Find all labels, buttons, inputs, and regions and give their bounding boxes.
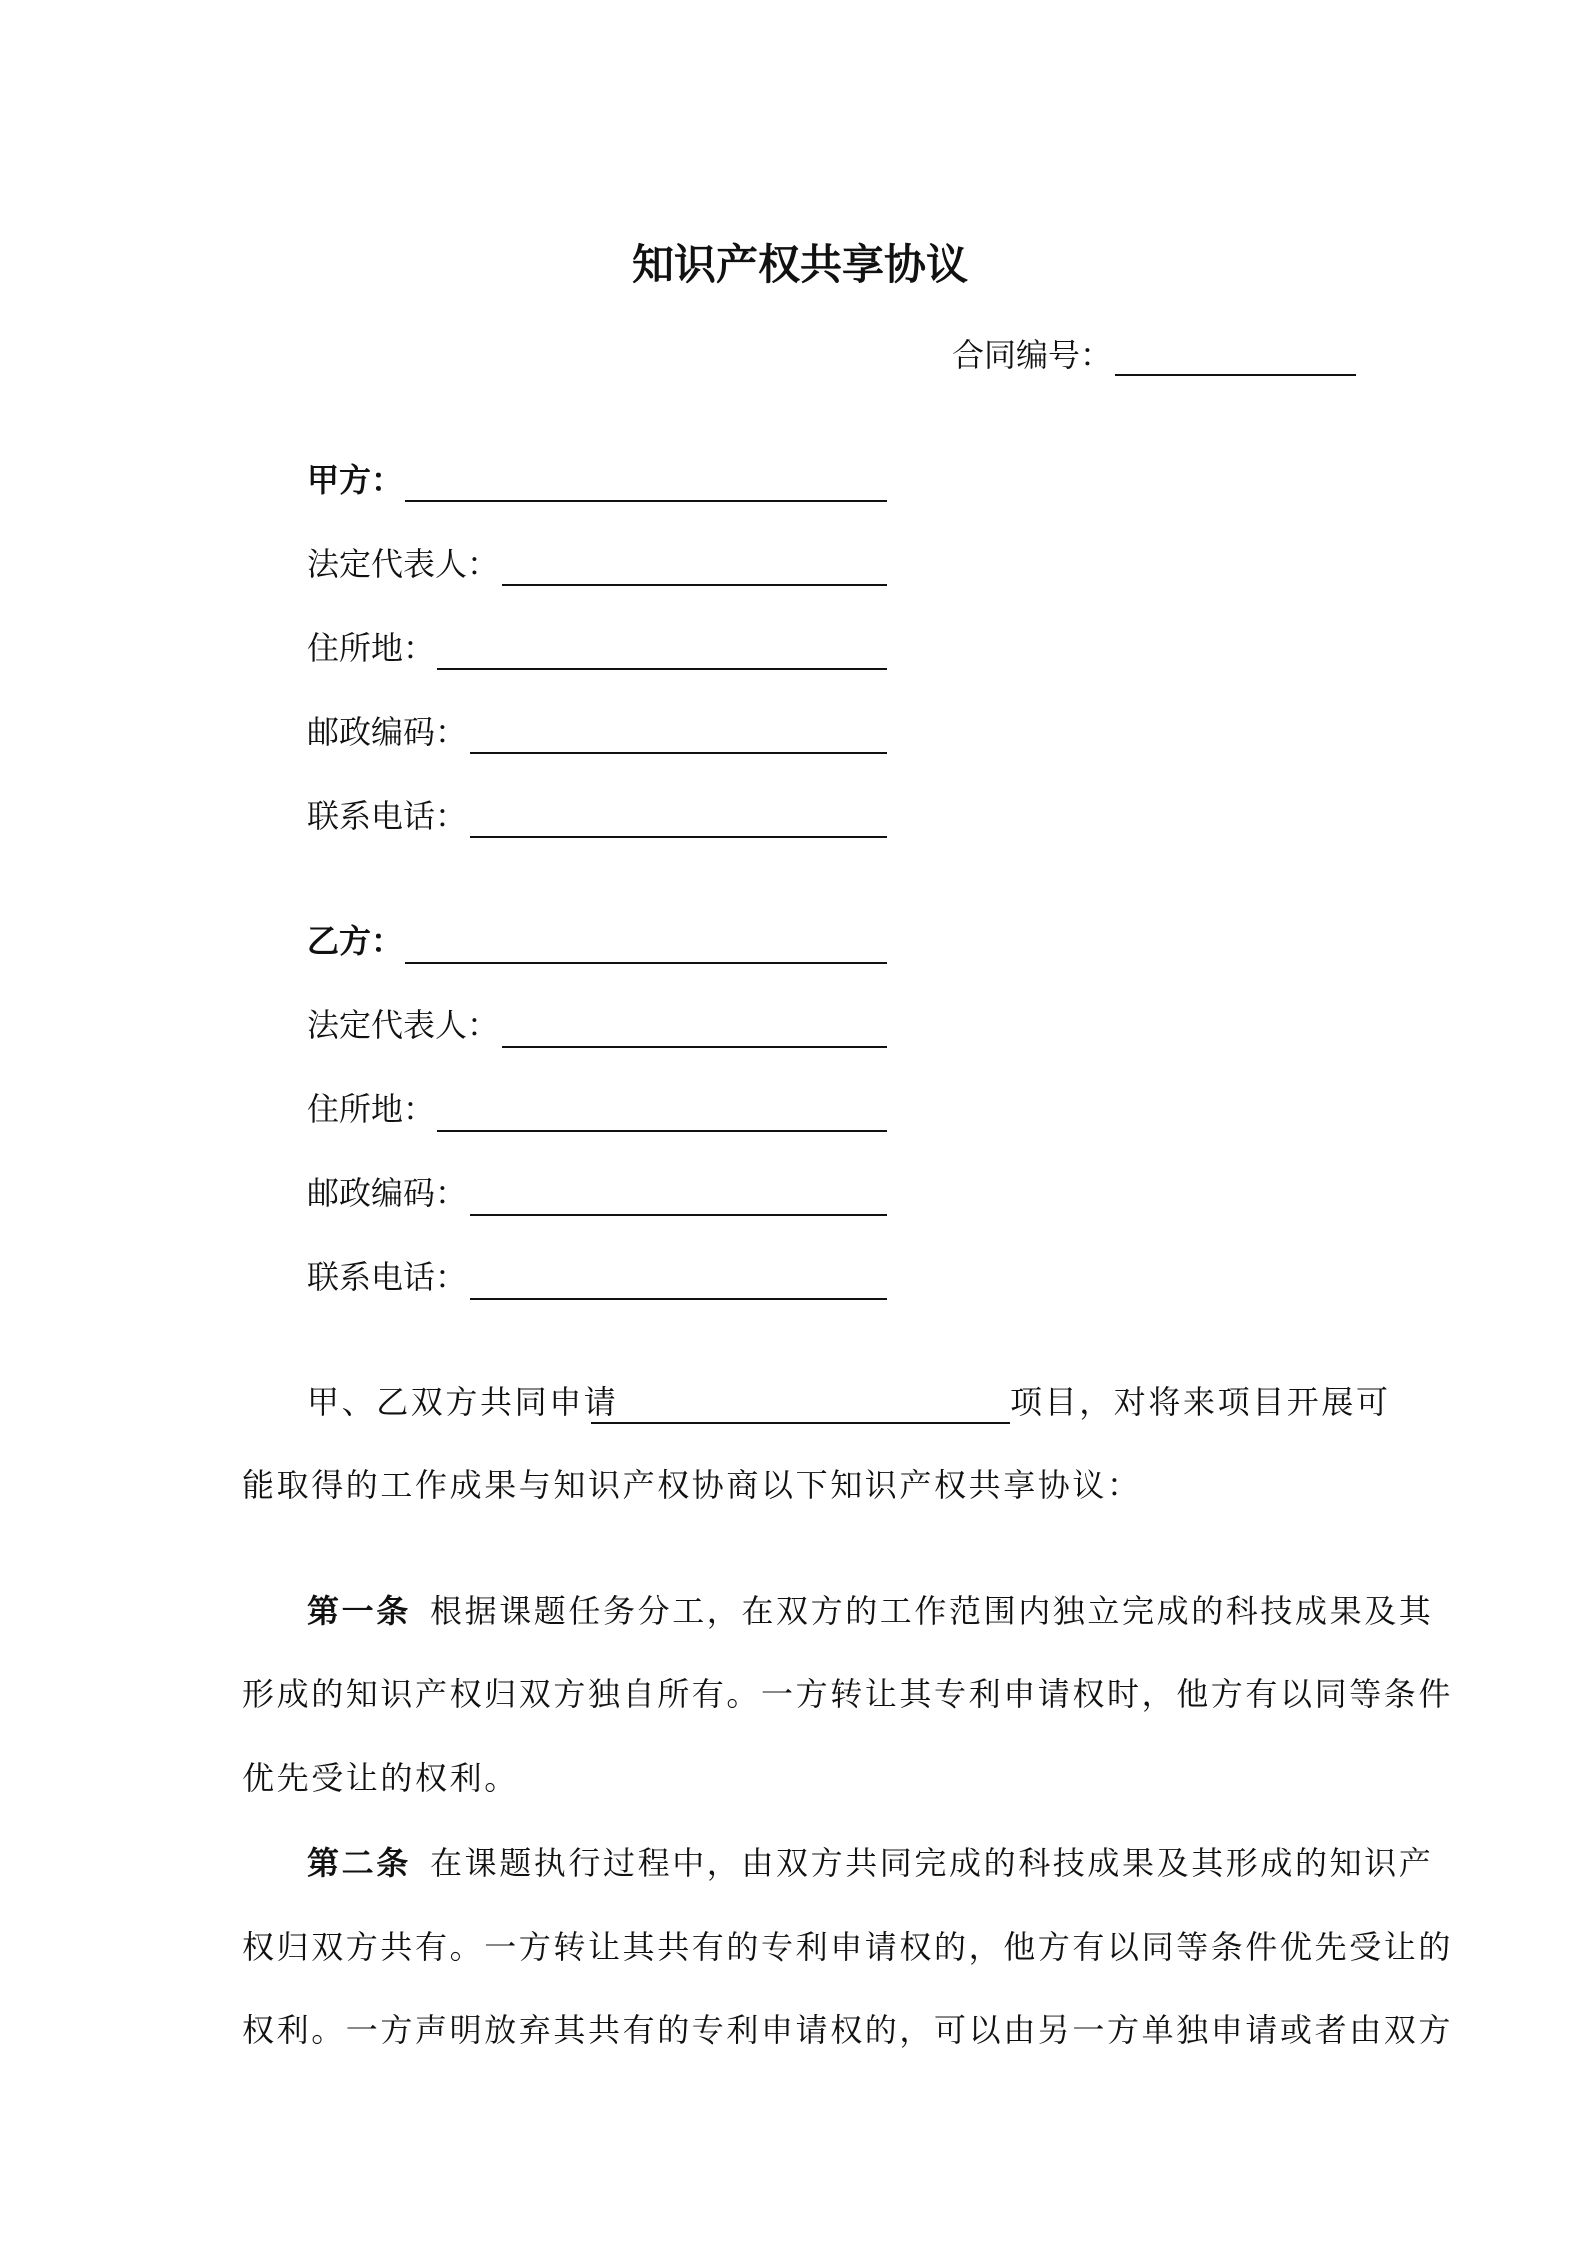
party-a-representative-field[interactable] <box>502 584 887 586</box>
party-a-address-label: 住所地： <box>307 629 436 667</box>
document-title: 知识产权共享协议 <box>631 240 968 289</box>
party-a-phone-label: 联系电话： <box>307 797 468 835</box>
intro-line2: 能取得的工作成果与知识产权协商以下知识产权共享协议： <box>242 1466 1142 1504</box>
party-a-field[interactable] <box>405 500 887 502</box>
party-b-phone-label: 联系电话： <box>307 1258 468 1296</box>
party-a-representative-label: 法定代表人： <box>307 545 500 583</box>
article-2-line: 在课题执行过程中，由双方共同完成的科技成果及其形成的知识产 <box>430 1844 1434 1882</box>
party-b-postcode-label: 邮政编码： <box>307 1174 468 1212</box>
intro-part1: 甲、乙双方共同申请 <box>307 1383 619 1421</box>
party-b-address-label: 住所地： <box>307 1090 436 1128</box>
project-name-field[interactable] <box>591 1422 1010 1424</box>
article-1-line: 根据课题任务分工，在双方的工作范围内独立完成的科技成果及其 <box>430 1592 1434 1630</box>
party-b-representative-label: 法定代表人： <box>307 1006 500 1044</box>
party-a-postcode-field[interactable] <box>470 752 887 754</box>
article-2-heading: 第二条 <box>307 1844 411 1882</box>
party-a-postcode-label: 邮政编码： <box>307 713 468 751</box>
party-b-label: 乙方： <box>307 922 404 960</box>
article-2-line: 权利。一方声明放弃其共有的专利申请权的，可以由另一方单独申请或者由双方 <box>242 2011 1454 2049</box>
party-b-field[interactable] <box>405 962 887 964</box>
article-1-line: 形成的知识产权归双方独自所有。一方转让其专利申请权时，他方有以同等条件 <box>242 1675 1454 1713</box>
contract-number-label: 合同编号： <box>952 336 1113 374</box>
article-1-heading: 第一条 <box>307 1592 411 1630</box>
contract-number-field[interactable] <box>1115 374 1356 376</box>
party-b-representative-field[interactable] <box>502 1046 887 1048</box>
party-b-address-field[interactable] <box>437 1130 887 1132</box>
party-b-postcode-field[interactable] <box>470 1214 887 1216</box>
article-1-line: 优先受让的权利。 <box>242 1759 519 1797</box>
party-b-phone-field[interactable] <box>470 1298 887 1300</box>
intro-part2: 项目，对将来项目开展可 <box>1010 1383 1391 1421</box>
article-2-line: 权归双方共有。一方转让其共有的专利申请权的，他方有以同等条件优先受让的 <box>242 1928 1454 1966</box>
party-a-address-field[interactable] <box>437 668 887 670</box>
party-a-label: 甲方： <box>307 461 404 499</box>
party-a-phone-field[interactable] <box>470 836 887 838</box>
